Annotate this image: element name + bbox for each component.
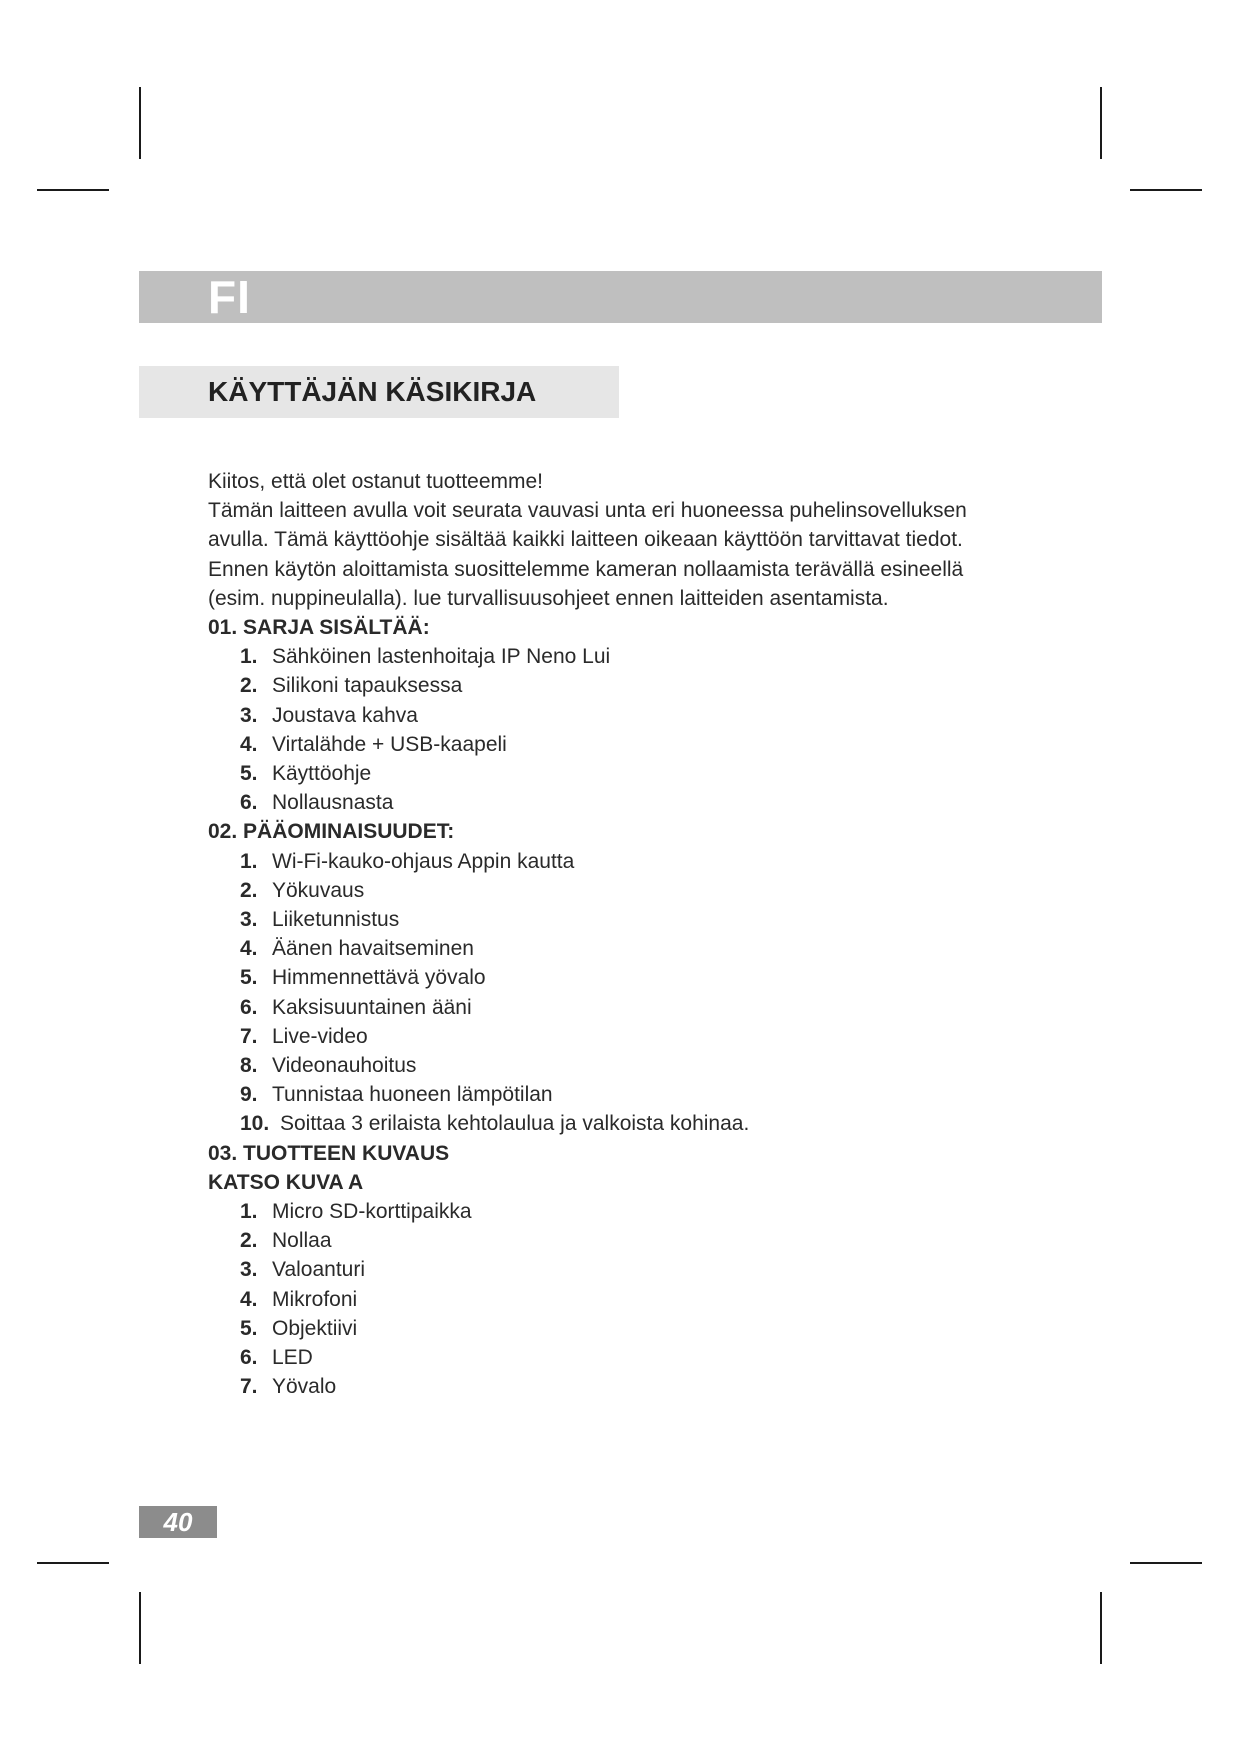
item-number: 2. xyxy=(240,878,258,902)
list-item xyxy=(240,847,1068,876)
item-number: 1. xyxy=(240,645,258,669)
item-text: Live-video xyxy=(272,1024,368,1048)
item-text: Micro SD-korttipaikka xyxy=(272,1200,472,1224)
list-item xyxy=(240,1226,1068,1255)
item-text: LED xyxy=(272,1346,313,1370)
list-item xyxy=(240,1372,1068,1401)
item-text: Joustava kahva xyxy=(272,703,418,727)
item-text: Nollaa xyxy=(272,1229,332,1253)
item-text: Silikoni tapauksessa xyxy=(272,674,463,698)
list-item xyxy=(240,759,1068,788)
crop-mark-top-right-vertical xyxy=(1100,87,1102,159)
intro-line: Tämän laitteen avulla voit seurata vauvasi unta eri huoneessa puhelinsovelluksen xyxy=(208,499,967,523)
kit-contents-list xyxy=(208,642,1068,817)
item-text: Videonauhoitus xyxy=(272,1054,417,1078)
page-title: KÄYTTÄJÄN KÄSIKIRJA xyxy=(208,376,537,407)
section-heading-kit-contents: 01. SARJA SISÄLTÄÄ: xyxy=(208,616,430,640)
crop-mark-bottom-left-horizontal xyxy=(37,1562,109,1564)
item-text: Liiketunnistus xyxy=(272,908,400,932)
item-number: 4. xyxy=(240,937,258,961)
item-number: 3. xyxy=(240,1258,258,1282)
item-number: 2. xyxy=(240,1229,258,1253)
item-text: Tunnistaa huoneen lämpötilan xyxy=(272,1083,553,1107)
item-number: 6. xyxy=(240,995,258,1019)
item-text: Valoanturi xyxy=(272,1258,366,1282)
item-number: 3. xyxy=(240,703,258,727)
crop-mark-top-left-vertical xyxy=(139,87,141,159)
item-number: 2. xyxy=(240,674,258,698)
item-number: 10. xyxy=(240,1112,270,1136)
item-number: 7. xyxy=(240,1024,258,1048)
section-heading-main-features: 02. PÄÄOMINAISUUDET: xyxy=(208,820,455,844)
item-number: 5. xyxy=(240,1316,258,1340)
item-number: 5. xyxy=(240,966,258,990)
item-text: Wi-Fi-kauko-ohjaus Appin kautta xyxy=(272,849,575,873)
item-number: 6. xyxy=(240,791,258,815)
crop-mark-bottom-left-vertical xyxy=(139,1592,141,1664)
list-item xyxy=(240,876,1068,905)
list-item xyxy=(240,1314,1068,1343)
item-number: 8. xyxy=(240,1054,258,1078)
item-text: Himmennettävä yövalo xyxy=(272,966,486,990)
item-text: Äänen havaitseminen xyxy=(272,937,474,961)
item-text: Mikrofoni xyxy=(272,1287,358,1311)
item-number: 6. xyxy=(240,1346,258,1370)
language-band xyxy=(139,271,1102,323)
item-number: 1. xyxy=(240,1200,258,1224)
item-number: 5. xyxy=(240,762,258,786)
list-item xyxy=(240,1022,1068,1051)
language-code: FI xyxy=(208,271,251,323)
item-text: Yökuvaus xyxy=(272,878,365,902)
item-text: Sähköinen lastenhoitaja IP Neno Lui xyxy=(272,645,611,669)
list-item xyxy=(240,993,1068,1022)
intro-line: Kiitos, että olet ostanut tuotteemme! xyxy=(208,470,544,493)
list-item xyxy=(240,1109,1068,1138)
list-item xyxy=(240,642,1068,671)
manual-content xyxy=(208,467,1068,1402)
title-band xyxy=(139,366,619,418)
item-number: 7. xyxy=(240,1375,258,1399)
item-text: Käyttöohje xyxy=(272,762,372,786)
crop-mark-bottom-right-vertical xyxy=(1100,1592,1102,1664)
list-item xyxy=(240,934,1068,963)
list-item xyxy=(240,1197,1068,1226)
crop-mark-top-right-horizontal xyxy=(1130,189,1202,191)
list-item xyxy=(240,1080,1068,1109)
main-features-list xyxy=(208,847,1068,1139)
section-heading-product-description: 03. TUOTTEEN KUVAUS xyxy=(208,1141,450,1165)
item-text: Kaksisuuntainen ääni xyxy=(272,995,472,1019)
list-item xyxy=(240,701,1068,730)
intro-line: Ennen käytön aloittamista suosittelemme kameran nollaamista terävällä esineellä xyxy=(208,557,964,581)
page-number: 40 xyxy=(139,1506,217,1538)
list-item xyxy=(240,671,1068,700)
list-item xyxy=(240,1343,1068,1372)
item-text: Objektiivi xyxy=(272,1316,358,1340)
crop-mark-bottom-right-horizontal xyxy=(1130,1562,1202,1564)
list-item xyxy=(240,1255,1068,1284)
list-item xyxy=(240,963,1068,992)
item-number: 4. xyxy=(240,1287,258,1311)
crop-mark-top-left-horizontal xyxy=(37,189,109,191)
section-subheading-see-figure: KATSO KUVA A xyxy=(208,1170,364,1194)
item-text: Virtalähde + USB-kaapeli xyxy=(272,732,507,756)
intro-line: avulla. Tämä käyttöohje sisältää kaikki laitteen oikeaan käyttöön tarvittavat tiedot. xyxy=(208,528,963,552)
list-item xyxy=(240,1051,1068,1080)
item-number: 3. xyxy=(240,908,258,932)
list-item xyxy=(240,730,1068,759)
item-number: 9. xyxy=(240,1083,258,1107)
list-item xyxy=(240,905,1068,934)
item-text: Yövalo xyxy=(272,1375,337,1399)
item-number: 4. xyxy=(240,732,258,756)
item-text: Soittaa 3 erilaista kehtolaulua ja valkoista kohinaa. xyxy=(280,1112,750,1136)
list-item xyxy=(240,1285,1068,1314)
intro-paragraph xyxy=(208,467,1068,613)
item-text: Nollausnasta xyxy=(272,791,394,815)
item-number: 1. xyxy=(240,849,258,873)
list-item xyxy=(240,788,1068,817)
intro-line: (esim. nuppineulalla). lue turvallisuusohjeet ennen laitteiden asentamista. xyxy=(208,586,889,610)
product-description-list xyxy=(208,1197,1068,1401)
